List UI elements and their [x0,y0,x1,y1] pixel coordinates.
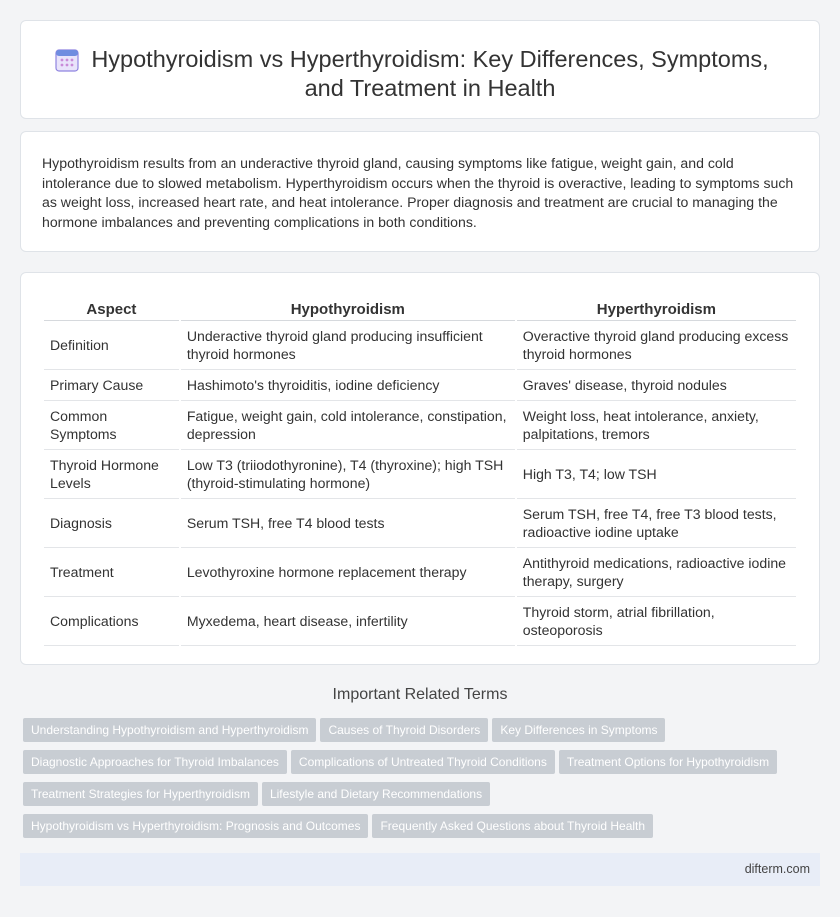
row-aspect: Definition [44,321,179,370]
related-term-tag[interactable]: Causes of Thyroid Disorders [320,718,488,742]
related-terms-heading: Important Related Terms [332,686,508,703]
row-aspect: Primary Cause [44,370,179,401]
related-term-tag[interactable]: Understanding Hypothyroidism and Hyperthyroidism [23,718,316,742]
row-aspect: Treatment [44,548,179,597]
comparison-table [42,293,798,646]
related-term-tag[interactable]: Hypothyroidism vs Hyperthyroidism: Prognosis and Outcomes [23,814,368,838]
row-hyper: Graves' disease, thyroid nodules [517,370,796,401]
row-aspect: Thyroid Hormone Levels [44,450,179,499]
row-hypo: Levothyroxine hormone replacement therapy [181,548,515,597]
row-hypo: Serum TSH, free T4 blood tests [181,499,515,548]
header-aspect: Aspect [44,293,179,321]
related-term-tag[interactable]: Treatment Options for Hypothyroidism [559,750,777,774]
comparison-table-card [20,272,820,665]
row-hyper: Antithyroid medications, radioactive iodine therapy, surgery [517,548,796,597]
header-hypothyroidism: Hypothyroidism [181,293,515,321]
intro-card [20,131,820,252]
row-hypo: Myxedema, heart disease, infertility [181,597,515,646]
table-row [44,370,796,401]
row-aspect: Diagnosis [44,499,179,548]
row-hyper: Serum TSH, free T4, free T3 blood tests, radioactive iodine uptake [517,499,796,548]
row-hyper: Weight loss, heat intolerance, anxiety, palpitations, tremors [517,401,796,450]
row-aspect: Complications [44,597,179,646]
footer-bar [20,853,820,886]
related-term-tag[interactable]: Treatment Strategies for Hyperthyroidism [23,782,258,806]
header-hyperthyroidism: Hyperthyroidism [517,293,796,321]
row-hypo: Fatigue, weight gain, cold intolerance, constipation, depression [181,401,515,450]
table-row [44,499,796,548]
row-hypo: Underactive thyroid gland producing insufficient thyroid hormones [181,321,515,370]
related-term-tag[interactable]: Frequently Asked Questions about Thyroid Health [372,814,653,838]
related-term-tag[interactable]: Diagnostic Approaches for Thyroid Imbalances [23,750,287,774]
row-hyper: Thyroid storm, atrial fibrillation, osteoporosis [517,597,796,646]
title-card [20,20,820,119]
table-row [44,597,796,646]
row-hyper: High T3, T4; low TSH [517,450,796,499]
row-hypo: Hashimoto's thyroiditis, iodine deficiency [181,370,515,401]
row-hypo: Low T3 (triiodothyronine), T4 (thyroxine); high TSH (thyroid-stimulating hormone) [181,450,515,499]
row-hyper: Overactive thyroid gland producing excess thyroid hormones [517,321,796,370]
page-title: Hypothyroidism vs Hyperthyroidism: Key Differences, Symptoms, and Treatment in Health [91,46,769,101]
related-term-tag[interactable]: Lifestyle and Dietary Recommendations [262,782,490,806]
intro-paragraph: Hypothyroidism results from an underactive thyroid gland, causing symptoms like fatigue, weight gain, and cold intolerance due to slowed metabolism. Hyperthyroidism occurs when the thyroid is overactive, leading to symptoms such as weight loss, increased heart rate, and heat intolerance. Proper diagnosis and treatment are crucial to managing the hormone imbalances and preventing complications in both conditions. [42,155,794,230]
footer-site-link[interactable]: difterm.com [744,862,810,876]
table-row [44,401,796,450]
table-header-row [44,293,796,321]
related-term-tag[interactable]: Complications of Untreated Thyroid Conditions [291,750,555,774]
related-term-tag[interactable]: Key Differences in Symptoms [492,718,665,742]
table-row [44,321,796,370]
table-row [44,450,796,499]
row-aspect: Common Symptoms [44,401,179,450]
table-row [44,548,796,597]
